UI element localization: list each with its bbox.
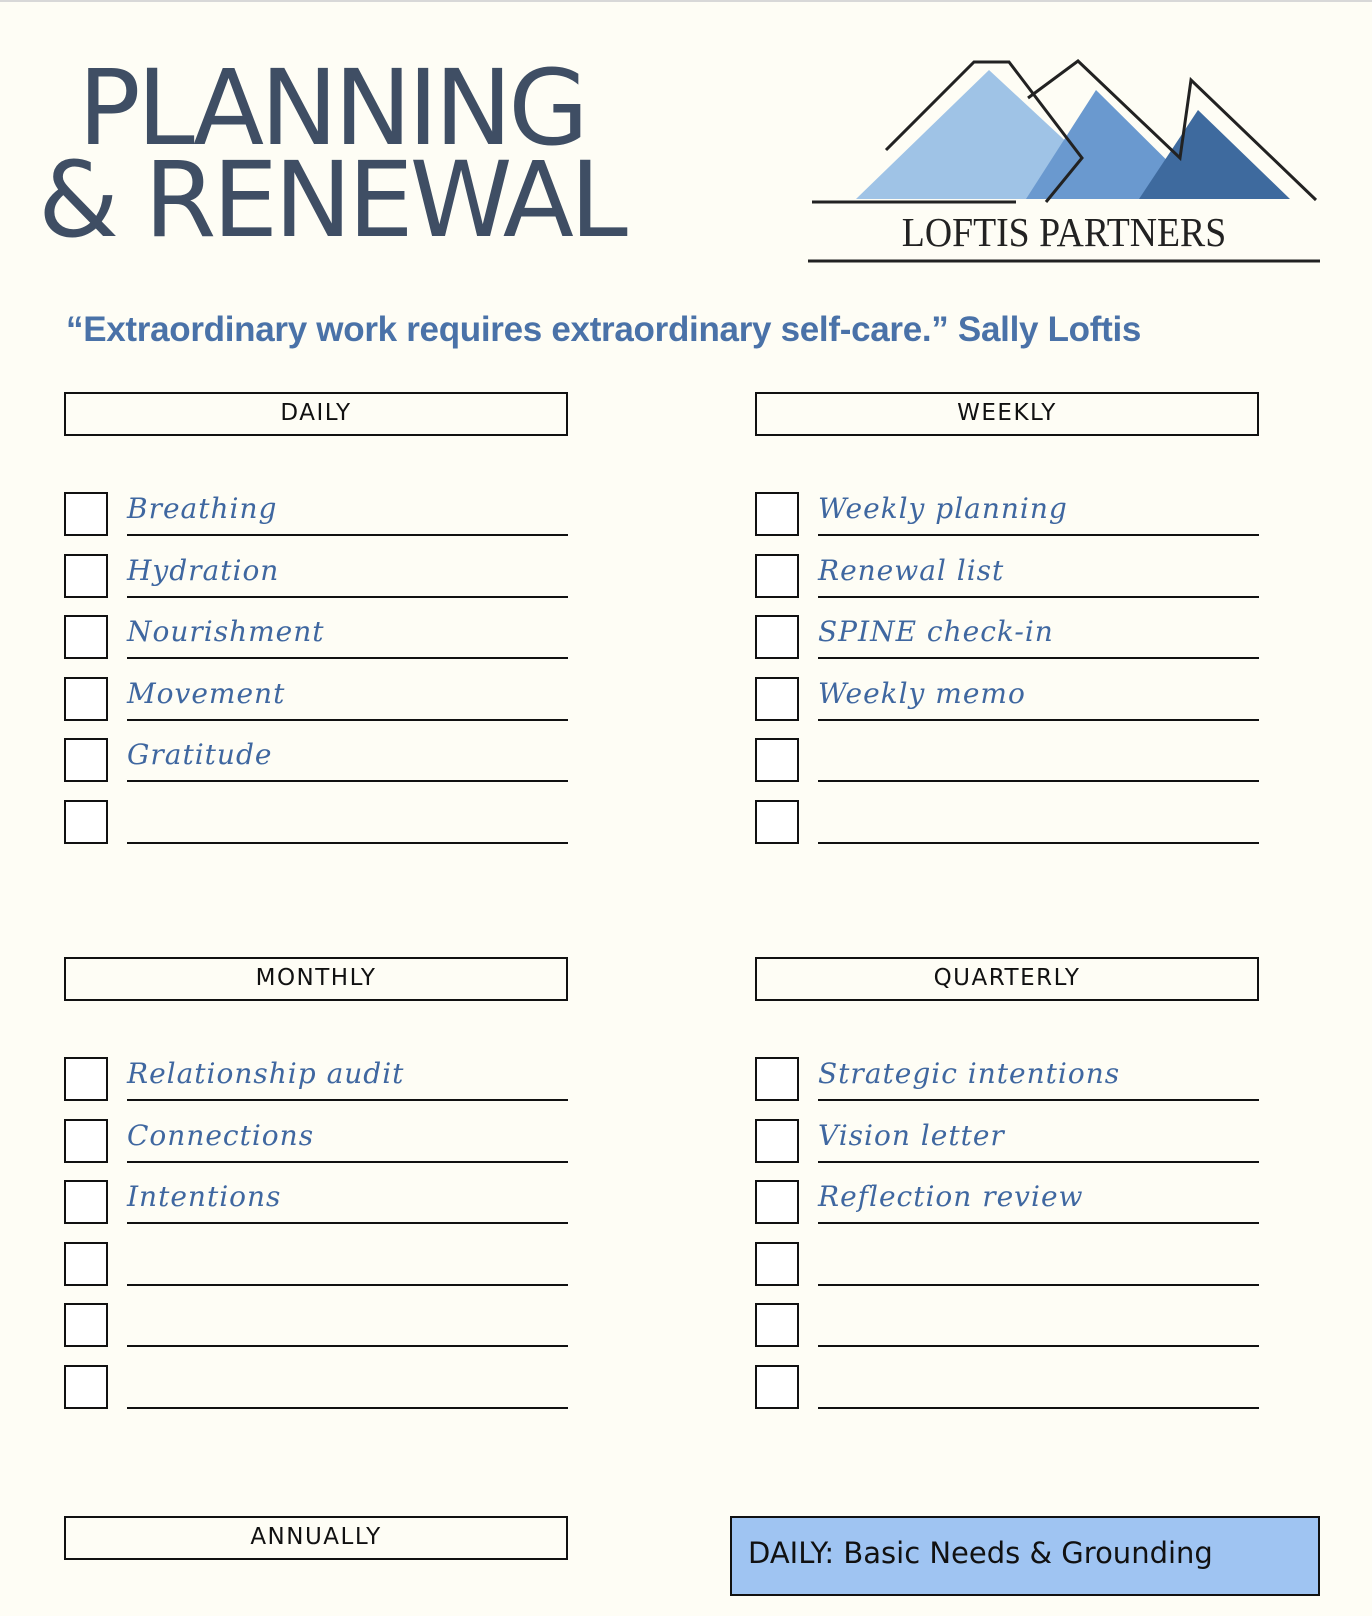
checkbox[interactable] xyxy=(755,738,799,782)
write-in-line[interactable] xyxy=(818,1284,1259,1286)
checklist-row xyxy=(755,1242,1259,1304)
checkbox[interactable] xyxy=(755,554,799,598)
checklist-item-text: Intentions xyxy=(127,1180,282,1213)
write-in-line[interactable] xyxy=(818,1407,1259,1409)
write-in-line[interactable] xyxy=(127,596,568,598)
checklist-row xyxy=(755,554,1259,616)
write-in-line[interactable] xyxy=(127,1345,568,1347)
checklist-item-text: Breathing xyxy=(127,492,278,525)
checkbox[interactable] xyxy=(64,1057,108,1101)
write-in-line[interactable] xyxy=(127,1161,568,1163)
checklist-row xyxy=(64,554,568,616)
write-in-line[interactable] xyxy=(818,1099,1259,1101)
section-header-quarterly: QUARTERLY xyxy=(755,957,1259,1001)
checklist-row xyxy=(755,1119,1259,1181)
checkbox[interactable] xyxy=(64,1119,108,1163)
checkbox[interactable] xyxy=(755,1303,799,1347)
checkbox[interactable] xyxy=(755,615,799,659)
write-in-line[interactable] xyxy=(818,780,1259,782)
checkbox[interactable] xyxy=(64,800,108,844)
checklist-row xyxy=(755,738,1259,800)
write-in-line[interactable] xyxy=(818,534,1259,536)
write-in-line[interactable] xyxy=(127,842,568,844)
checklist-quarterly xyxy=(755,1057,1259,1426)
checkbox[interactable] xyxy=(755,1242,799,1286)
checklist-row xyxy=(755,1303,1259,1365)
checklist-item-text: Movement xyxy=(127,676,286,710)
write-in-line[interactable] xyxy=(818,596,1259,598)
write-in-line[interactable] xyxy=(818,842,1259,844)
checklist-row xyxy=(64,1119,568,1181)
write-in-line[interactable] xyxy=(818,1161,1259,1163)
page-title-line2: & RENEWAL xyxy=(38,139,624,261)
checkbox[interactable] xyxy=(64,738,108,782)
checklist-item-text: Strategic intentions xyxy=(818,1057,1121,1090)
write-in-line[interactable] xyxy=(127,719,568,721)
write-in-line[interactable] xyxy=(127,1407,568,1409)
write-in-line[interactable] xyxy=(127,1222,568,1224)
checkbox[interactable] xyxy=(755,1365,799,1409)
checklist-row xyxy=(64,1242,568,1304)
checklist-row xyxy=(64,492,568,554)
checkbox[interactable] xyxy=(64,677,108,721)
checkbox[interactable] xyxy=(755,677,799,721)
checklist-row xyxy=(64,615,568,677)
checklist-row xyxy=(64,1180,568,1242)
section-header-monthly: MONTHLY xyxy=(64,957,568,1001)
write-in-line[interactable] xyxy=(818,1222,1259,1224)
write-in-line[interactable] xyxy=(127,1099,568,1101)
checklist-item-text: Gratitude xyxy=(127,738,273,771)
checkbox[interactable] xyxy=(64,554,108,598)
checklist-row xyxy=(64,738,568,800)
checklist-row xyxy=(755,1057,1259,1119)
write-in-line[interactable] xyxy=(127,780,568,782)
checklist-row xyxy=(755,800,1259,862)
checklist-row xyxy=(755,1365,1259,1427)
checklist-item-text: Weekly memo xyxy=(818,676,1026,710)
write-in-line[interactable] xyxy=(818,1345,1259,1347)
checklist-item-text: SPINE check-in xyxy=(818,615,1054,648)
checklist-item-text: Connections xyxy=(127,1118,315,1152)
checklist-row xyxy=(755,677,1259,739)
checklist-row xyxy=(755,1180,1259,1242)
checkbox[interactable] xyxy=(755,800,799,844)
section-annually xyxy=(64,1516,568,1616)
write-in-line[interactable] xyxy=(127,1284,568,1286)
checkbox[interactable] xyxy=(64,615,108,659)
logo-text: LOFTIS PARTNERS xyxy=(901,209,1227,255)
write-in-line[interactable] xyxy=(127,534,568,536)
write-in-line[interactable] xyxy=(818,657,1259,659)
checklist-item-text: Hydration xyxy=(127,553,280,587)
checkbox[interactable] xyxy=(755,492,799,536)
write-in-line[interactable] xyxy=(127,657,568,659)
checkbox[interactable] xyxy=(755,1119,799,1163)
section-daily xyxy=(64,392,568,861)
checklist-item-text: Weekly planning xyxy=(818,492,1068,525)
checklist-row xyxy=(64,1303,568,1365)
checklist-row xyxy=(64,677,568,739)
checklist-item-text: Vision letter xyxy=(818,1118,1005,1152)
checkbox[interactable] xyxy=(64,492,108,536)
page-title-line1: PLANNING xyxy=(78,47,585,169)
checklist-item-text: Renewal list xyxy=(818,553,1005,587)
section-monthly xyxy=(64,957,568,1426)
checkbox[interactable] xyxy=(64,1303,108,1347)
checklist-item-text: Reflection review xyxy=(818,1180,1084,1213)
checklist-item-text: Relationship audit xyxy=(127,1057,405,1090)
section-header-weekly: WEEKLY xyxy=(755,392,1259,436)
checkbox[interactable] xyxy=(64,1180,108,1224)
checkbox[interactable] xyxy=(755,1180,799,1224)
checkbox[interactable] xyxy=(64,1242,108,1286)
section-header-daily: DAILY xyxy=(64,392,568,436)
checklist-daily xyxy=(64,492,568,861)
section-header-annually: ANNUALLY xyxy=(64,1516,568,1560)
checkbox[interactable] xyxy=(755,1057,799,1101)
checklist-monthly xyxy=(64,1057,568,1426)
checklist-row xyxy=(64,1057,568,1119)
quote: “Extraordinary work requires extraordinary self-care.” Sally Loftis xyxy=(66,310,1142,349)
checklist-row xyxy=(755,615,1259,677)
checklist-item-text: Nourishment xyxy=(127,615,325,648)
checklist-row xyxy=(64,1365,568,1427)
info-box-daily: DAILY: Basic Needs & Grounding xyxy=(730,1516,1320,1596)
section-weekly xyxy=(755,392,1259,861)
page-title xyxy=(38,47,624,261)
section-quarterly xyxy=(755,957,1259,1426)
write-in-line[interactable] xyxy=(818,719,1259,721)
checklist-weekly xyxy=(755,492,1259,861)
checkbox[interactable] xyxy=(64,1365,108,1409)
checklist-row xyxy=(755,492,1259,554)
checklist-row xyxy=(64,800,568,862)
